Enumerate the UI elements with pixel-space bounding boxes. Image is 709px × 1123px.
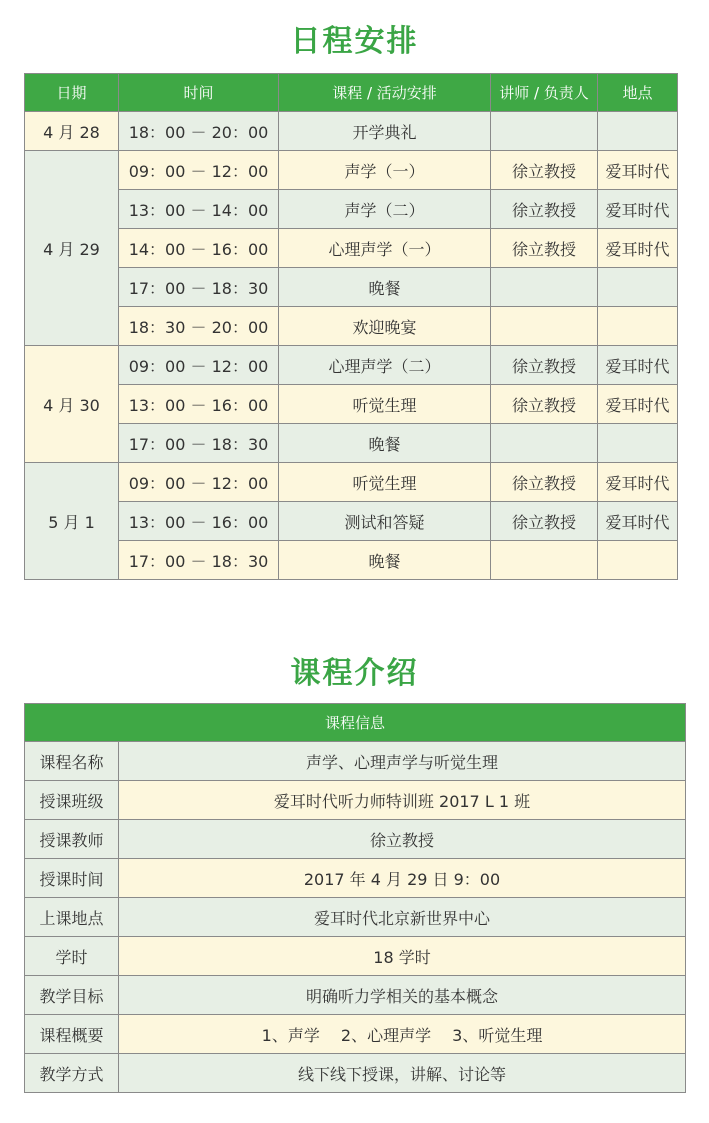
- table-row: [25, 229, 678, 268]
- row-label: 教学方式: [25, 1054, 119, 1093]
- time-cell: 17：00 － 18：30: [119, 424, 279, 463]
- place-cell: [598, 307, 678, 346]
- table-row: [25, 859, 686, 898]
- date-cell: 4 月 30: [25, 346, 119, 463]
- lecturer-cell: 徐立教授: [491, 190, 598, 229]
- row-value: 徐立教授: [119, 820, 686, 859]
- place-cell: 爱耳时代: [598, 229, 678, 268]
- table-row: [25, 781, 686, 820]
- table-row: [25, 385, 678, 424]
- activity-cell: 晚餐: [279, 424, 491, 463]
- row-value: 声学、心理声学与听觉生理: [119, 742, 686, 781]
- row-label: 学时: [25, 937, 119, 976]
- header-place: 地点: [598, 74, 678, 112]
- row-value: 18 学时: [119, 937, 686, 976]
- table-row: [25, 541, 678, 580]
- course-title: 课程介绍: [290, 656, 419, 691]
- table-row: [25, 463, 678, 502]
- activity-cell: 听觉生理: [279, 463, 491, 502]
- place-cell: [598, 424, 678, 463]
- place-cell: 爱耳时代: [598, 346, 678, 385]
- lecturer-cell: [491, 112, 598, 151]
- activity-cell: 心理声学（二）: [279, 346, 491, 385]
- row-label: 教学目标: [25, 976, 119, 1015]
- table-row: [25, 424, 678, 463]
- place-cell: [598, 268, 678, 307]
- time-cell: 13：00 － 16：00: [119, 502, 279, 541]
- table-row: [25, 268, 678, 307]
- row-label: 授课教师: [25, 820, 119, 859]
- activity-cell: 声学（二）: [279, 190, 491, 229]
- lecturer-cell: 徐立教授: [491, 463, 598, 502]
- table-row: [25, 1054, 686, 1093]
- row-value: 明确听力学相关的基本概念: [119, 976, 686, 1015]
- table-row: [25, 976, 686, 1015]
- lecturer-cell: [491, 424, 598, 463]
- table-row: [25, 151, 678, 190]
- activity-cell: 测试和答疑: [279, 502, 491, 541]
- table-row: [25, 937, 686, 976]
- table-row: [25, 742, 686, 781]
- course-table: [24, 703, 686, 1093]
- activity-cell: 晚餐: [279, 541, 491, 580]
- row-value: 1、声学 2、心理声学 3、听觉生理: [119, 1015, 686, 1054]
- row-label: 上课地点: [25, 898, 119, 937]
- place-cell: [598, 541, 678, 580]
- date-cell: 4 月 28: [25, 112, 119, 151]
- table-row: [25, 190, 678, 229]
- place-cell: [598, 112, 678, 151]
- table-row: [25, 307, 678, 346]
- lecturer-cell: 徐立教授: [491, 229, 598, 268]
- row-label: 课程名称: [25, 742, 119, 781]
- activity-cell: 心理声学（一）: [279, 229, 491, 268]
- row-value: 爱耳时代听力师特训班 2017 L 1 班: [119, 781, 686, 820]
- table-row: [25, 502, 678, 541]
- time-cell: 09：00 － 12：00: [119, 346, 279, 385]
- row-value: 线下线下授课，讲解、讨论等: [119, 1054, 686, 1093]
- lecturer-cell: [491, 541, 598, 580]
- table-row: [25, 820, 686, 859]
- activity-cell: 声学（一）: [279, 151, 491, 190]
- time-cell: 14：00 － 16：00: [119, 229, 279, 268]
- date-cell: 4 月 29: [25, 151, 119, 346]
- lecturer-cell: [491, 307, 598, 346]
- time-cell: 09：00 － 12：00: [119, 151, 279, 190]
- schedule-title: 日程安排: [290, 24, 419, 59]
- time-cell: 18：00 － 20：00: [119, 112, 279, 151]
- activity-cell: 听觉生理: [279, 385, 491, 424]
- schedule-table: [24, 73, 678, 580]
- course-header: 课程信息: [25, 704, 686, 742]
- time-cell: 13：00 － 16：00: [119, 385, 279, 424]
- lecturer-cell: 徐立教授: [491, 502, 598, 541]
- table-row: [25, 112, 678, 151]
- activity-cell: 欢迎晚宴: [279, 307, 491, 346]
- row-label: 授课时间: [25, 859, 119, 898]
- header-date: 日期: [25, 74, 119, 112]
- table-row: [25, 1015, 686, 1054]
- row-label: 授课班级: [25, 781, 119, 820]
- row-value: 2017 年 4 月 29 日 9：00: [119, 859, 686, 898]
- place-cell: 爱耳时代: [598, 151, 678, 190]
- time-cell: 17：00 － 18：30: [119, 541, 279, 580]
- activity-cell: 开学典礼: [279, 112, 491, 151]
- header-activity: 课程 / 活动安排: [279, 74, 491, 112]
- activity-cell: 晚餐: [279, 268, 491, 307]
- place-cell: 爱耳时代: [598, 502, 678, 541]
- header-lecturer: 讲师 / 负责人: [491, 74, 598, 112]
- time-cell: 17：00 － 18：30: [119, 268, 279, 307]
- row-label: 课程概要: [25, 1015, 119, 1054]
- place-cell: 爱耳时代: [598, 463, 678, 502]
- course-header-row: [25, 704, 686, 742]
- lecturer-cell: [491, 268, 598, 307]
- schedule-header-row: [25, 74, 678, 112]
- lecturer-cell: 徐立教授: [491, 151, 598, 190]
- time-cell: 09：00 － 12：00: [119, 463, 279, 502]
- date-cell: 5 月 1: [25, 463, 119, 580]
- table-row: [25, 898, 686, 937]
- header-time: 时间: [119, 74, 279, 112]
- row-value: 爱耳时代北京新世界中心: [119, 898, 686, 937]
- table-row: [25, 346, 678, 385]
- time-cell: 13：00 － 14：00: [119, 190, 279, 229]
- time-cell: 18：30 － 20：00: [119, 307, 279, 346]
- place-cell: 爱耳时代: [598, 190, 678, 229]
- lecturer-cell: 徐立教授: [491, 385, 598, 424]
- lecturer-cell: 徐立教授: [491, 346, 598, 385]
- place-cell: 爱耳时代: [598, 385, 678, 424]
